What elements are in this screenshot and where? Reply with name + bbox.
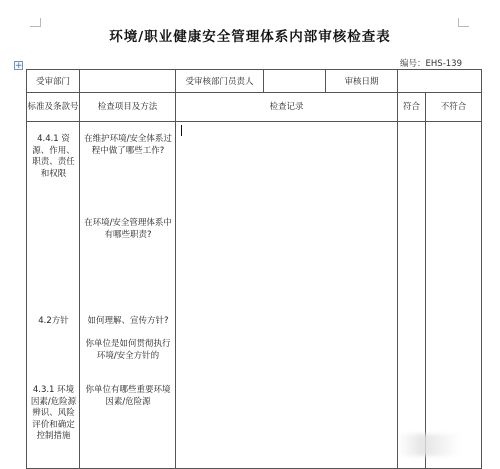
- header-nonconform: 不符合: [426, 93, 482, 122]
- audited-dept-label: 受审部门: [27, 70, 80, 93]
- text-cursor: [181, 125, 182, 136]
- question-4-4-1-a: 在维护环境/安全体系过程中做了哪些工作?: [84, 134, 172, 156]
- audit-date-label: 审核日期: [326, 70, 398, 93]
- dept-responsible-field[interactable]: [264, 70, 326, 93]
- question-4-3-1-a: 你单位有哪些重要环境因素/危险源: [85, 385, 171, 407]
- audit-checklist-table: [26, 69, 482, 469]
- info-row: [27, 70, 482, 93]
- clause-4-3-1: 4.3.1 环境因素/危险源辨识、风险评价和确定控制措施: [30, 385, 77, 441]
- conform-field[interactable]: [398, 122, 426, 469]
- question-4-4-1-b: 在环境/安全管理体系中有哪些职责?: [84, 218, 172, 240]
- blurred-watermark: [398, 434, 460, 456]
- document-title: 环境/职业健康安全管理体系内部审核检查表: [109, 29, 391, 45]
- header-check-record: 检查记录: [176, 93, 398, 122]
- table-move-handle-icon[interactable]: +: [15, 61, 23, 71]
- checklist-body-row: [27, 122, 482, 469]
- header-conform: 符合: [398, 93, 426, 122]
- question-4-2-b: 你单位是如何贯彻执行环境/安全方针的: [85, 339, 171, 361]
- question-4-2-a: 如何理解、宣传方针?: [87, 316, 169, 326]
- nonconform-field[interactable]: [426, 122, 482, 469]
- header-items-method: 检查项目及方法: [80, 93, 176, 122]
- audited-dept-field[interactable]: [80, 70, 176, 93]
- check-record-field[interactable]: [176, 122, 398, 469]
- clause-4-2: 4.2方针: [38, 316, 69, 326]
- check-items-column: [80, 122, 176, 469]
- clause-number-column: [27, 122, 80, 469]
- clause-4-4-1: 4.4.1 资源、作用、职责、责任和权限: [32, 134, 75, 179]
- header-clause-number: 标准及条款号: [27, 93, 80, 122]
- header-row: [27, 93, 482, 122]
- document-number: 编号：EHS-139: [400, 59, 462, 69]
- audit-date-field[interactable]: [398, 70, 482, 93]
- dept-responsible-label: 受审核部门员责人: [176, 70, 264, 93]
